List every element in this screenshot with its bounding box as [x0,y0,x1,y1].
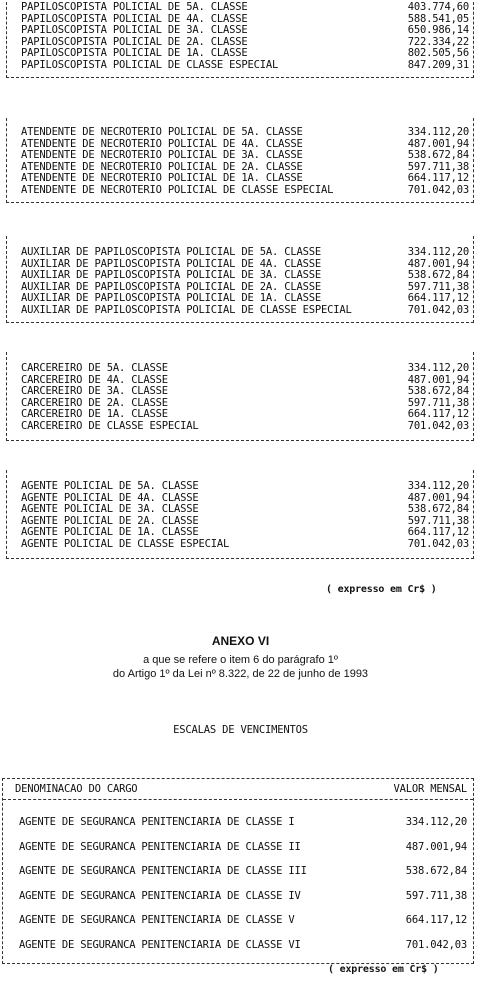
salary-value: 650.986,14 [407,24,469,36]
salary-value: 701.042,03 [407,419,469,432]
annex-title: ANEXO VI [211,634,270,648]
salary-value: 334.112,20 [407,246,469,258]
cargo-name: AUXILIAR DE PAPILOSCOPISTA POLICIAL DE CLASSE ESPECIAL [21,303,352,316]
cargo-name: CARCEREIRO DE CLASSE ESPECIAL [21,419,199,432]
salary-row [7,127,473,139]
salary-value: 664.117,12 [407,172,469,184]
salary-value: 334.112,20 [405,816,467,828]
salary-row [7,481,473,493]
cargo-name: AGENTE DE SEGURANCA PENITENCIARIA DE CLASSE V [19,914,295,926]
cargo-name: AUXILIAR DE PAPILOSCOPISTA POLICIAL DE 1A. CLASSE [21,292,321,304]
salary-row [7,60,473,72]
salary-row [7,409,473,421]
cargo-name: PAPILOSCOPISTA POLICIAL DE 3A. CLASSE [21,24,248,36]
salary-row [7,173,473,185]
table-header [3,779,473,800]
cargo-name: PAPILOSCOPISTA POLICIAL DE 1A. CLASSE [21,47,248,59]
cargo-name: AUXILIAR DE PAPILOSCOPISTA POLICIAL DE 2A. CLASSE [21,280,321,293]
salary-value: 487.001,94 [405,840,467,853]
cargo-name: AGENTE POLICIAL DE 5A. CLASSE [21,480,199,492]
salary-value: 487.001,94 [407,491,469,504]
salary-value: 538.672,84 [407,149,469,161]
salary-row [7,270,473,282]
salary-row [7,386,473,398]
table-row [3,884,473,909]
salary-row [7,363,473,375]
salary-value: 701.042,03 [407,183,469,196]
salary-value: 487.001,94 [407,257,469,270]
salary-value: 538.672,84 [407,503,469,515]
salary-value: 487.001,94 [407,373,469,386]
cargo-name: AGENTE DE SEGURANCA PENITENCIARIA DE CLASSE II [19,840,301,853]
cargo-name: AGENTE DE SEGURANCA PENITENCIARIA DE CLASSE I [19,816,295,828]
salary-value: 664.117,12 [407,292,469,304]
cargo-name: CARCEREIRO DE 3A. CLASSE [21,385,168,397]
cargo-name: CARCEREIRO DE 2A. CLASSE [21,396,168,409]
salary-value: 538.672,84 [407,269,469,281]
cargo-name: PAPILOSCOPISTA POLICIAL DE CLASSE ESPECIAL [21,58,279,71]
cargo-name: ATENDENTE DE NECROTERIO POLICIAL DE 1A. CLASSE [21,172,303,184]
salary-value: 334.112,20 [407,126,469,138]
cargo-name: ATENDENTE DE NECROTERIO POLICIAL DE 2A. CLASSE [21,160,303,173]
cargo-name: PAPILOSCOPISTA POLICIAL DE 5A. CLASSE [21,1,248,13]
salary-value: 588.541,05 [407,12,469,25]
cargo-name: AUXILIAR DE PAPILOSCOPISTA POLICIAL DE 5A. CLASSE [21,246,321,258]
salary-group-atendente-necroterio [6,118,474,203]
cargo-name: AGENTE POLICIAL DE 2A. CLASSE [21,514,199,527]
salary-row [7,48,473,60]
salary-value: 701.042,03 [407,537,469,550]
salary-group-auxiliar-papiloscopista [6,236,474,323]
cargo-name: ATENDENTE DE NECROTERIO POLICIAL DE CLASSE ESPECIAL [21,183,334,196]
salary-row [7,247,473,259]
salary-value: 597.711,38 [405,889,467,902]
salary-row [7,527,473,539]
salary-value: 538.672,84 [405,865,467,877]
salary-value: 403.774,60 [407,1,469,13]
column-header-valor: VALOR MENSAL [393,783,467,795]
cargo-name: AGENTE POLICIAL DE 3A. CLASSE [21,503,199,515]
cargo-name: ATENDENTE DE NECROTERIO POLICIAL DE 3A. CLASSE [21,149,303,161]
salary-row [7,293,473,305]
salary-value: 847.209,31 [407,58,469,71]
cargo-name: AGENTE POLICIAL DE 1A. CLASSE [21,526,199,538]
salary-group-papiloscopista [6,2,474,78]
salary-group-agente-policial [6,470,474,559]
salary-row [7,421,473,433]
table-row [3,859,473,884]
annex-reference-line-1: a que se refere o item 6 do parágrafo 1º [143,654,338,666]
cargo-name: AUXILIAR DE PAPILOSCOPISTA POLICIAL DE 4A. CLASSE [21,257,321,270]
salary-row [7,504,473,516]
cargo-name: AGENTE DE SEGURANCA PENITENCIARIA DE CLASSE IV [19,889,301,902]
salary-row [7,25,473,37]
salary-value: 334.112,20 [407,362,469,374]
salary-row [7,305,473,317]
cargo-name: CARCEREIRO DE 1A. CLASSE [21,408,168,420]
cargo-name: PAPILOSCOPISTA POLICIAL DE 4A. CLASSE [21,12,248,25]
salary-value: 701.042,03 [407,303,469,316]
salary-value: 334.112,20 [407,480,469,492]
salary-value: 597.711,38 [407,280,469,293]
salary-row [7,2,473,14]
salary-value: 722.334,22 [407,35,469,48]
salary-value: 664.117,12 [407,526,469,538]
section-heading: ESCALAS DE VENCIMENTOS [173,724,308,736]
table-row [3,933,473,958]
annex-reference-line-2: do Artigo 1º da Lei nº 8.322, de 22 de junho de 1993 [112,668,369,680]
currency-note: ( expresso em Cr$ ) [326,584,437,595]
column-header-cargo: DENOMINACAO DO CARGO [15,783,138,795]
table-row [3,908,473,933]
salary-scale-table [2,778,474,964]
cargo-name: AGENTE POLICIAL DE 4A. CLASSE [21,491,199,504]
cargo-name: PAPILOSCOPISTA POLICIAL DE 2A. CLASSE [21,35,248,48]
salary-value: 538.672,84 [407,385,469,397]
salary-value: 802.505,56 [407,47,469,59]
cargo-name: AUXILIAR DE PAPILOSCOPISTA POLICIAL DE 3A. CLASSE [21,269,321,281]
salary-value: 487.001,94 [407,137,469,150]
cargo-name: AGENTE DE SEGURANCA PENITENCIARIA DE CLASSE VI [19,938,301,951]
salary-value: 664.117,12 [407,408,469,420]
salary-row [7,150,473,162]
salary-row [7,185,473,197]
cargo-name: CARCEREIRO DE 4A. CLASSE [21,373,168,386]
cargo-name: AGENTE DE SEGURANCA PENITENCIARIA DE CLASSE III [19,865,307,877]
salary-value: 701.042,03 [405,938,467,951]
table-row [3,810,473,835]
salary-value: 664.117,12 [405,914,467,926]
cargo-name: CARCEREIRO DE 5A. CLASSE [21,362,168,374]
salary-value: 597.711,38 [407,160,469,173]
cargo-name: ATENDENTE DE NECROTERIO POLICIAL DE 4A. CLASSE [21,137,303,150]
salary-value: 597.711,38 [407,514,469,527]
table-row [3,835,473,860]
salary-row [7,539,473,551]
cargo-name: AGENTE POLICIAL DE CLASSE ESPECIAL [21,537,230,550]
cargo-name: ATENDENTE DE NECROTERIO POLICIAL DE 5A. CLASSE [21,126,303,138]
salary-group-carcereiro [6,352,474,441]
salary-value: 597.711,38 [407,396,469,409]
currency-note: ( expresso em Cr$ ) [328,964,439,975]
